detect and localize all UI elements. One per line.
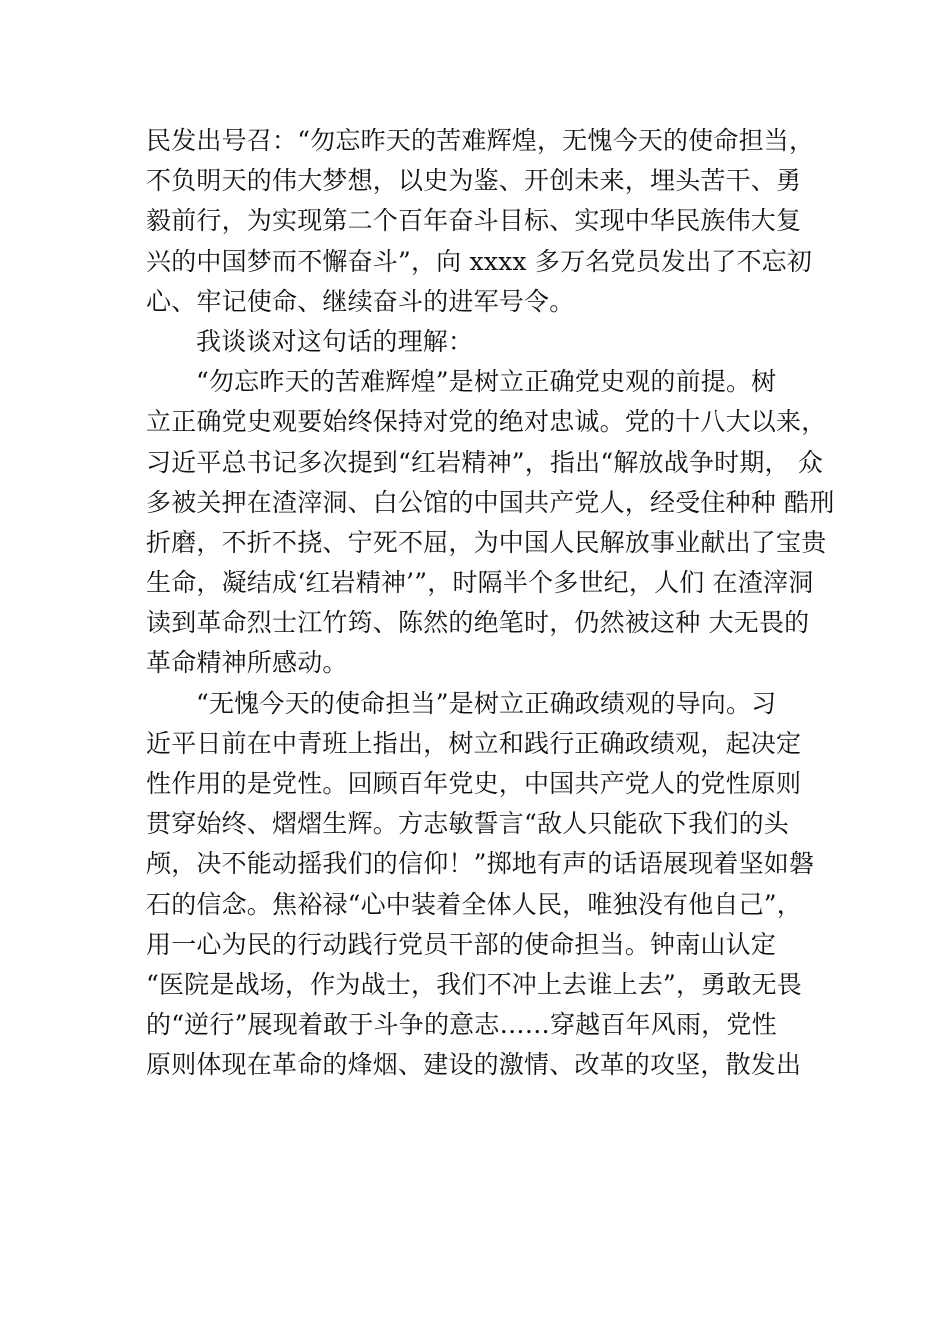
- text-line: 心、牢记使命、继续奋斗的进军号令。: [146, 286, 575, 316]
- text-line: 用一心为民的行动践行党员干部的使命担当。钟南山认定: [146, 929, 777, 959]
- text-line: 石的信念。焦裕禄“心中装着全体人民，唯独没有他自己”，: [146, 889, 802, 919]
- text-line: 民发出号召：“勿忘昨天的苦难辉煌，无愧今天的使命担当，: [146, 126, 815, 155]
- text-line: 贯穿始终、熠熠生辉。方志敏誓言“敌人只能砍下我们的头: [146, 809, 789, 839]
- text-line: 兴的中国梦而不懈奋斗”，向 xxxx 多万名党员发出了不忘初: [146, 246, 813, 276]
- text-line: 我谈谈对这句话的理解：: [196, 326, 474, 356]
- text-line: 折磨，不折不挠、宁死不屈，为中国人民解放事业献出了宝贵: [146, 527, 827, 557]
- text-line: 的“逆行”展现着敢于斗争的意志……穿越百年风雨，党性: [146, 1010, 777, 1040]
- text-line: 习近平总书记多次提到“红岩精神”，指出“解放战争时期， 众: [146, 447, 824, 477]
- text-line: “无愧今天的使命担当”是树立正确政绩观的导向。习: [196, 688, 777, 718]
- body-text: [146, 121, 836, 1086]
- text-line: 立正确党史观要始终保持对党的绝对忠诚。党的十八大以来，: [146, 407, 827, 437]
- text-line: 原则体现在革命的烽烟、建设的激情、改革的攻坚，散发出: [146, 1050, 802, 1080]
- text-line: “医院是战场，作为战士，我们不冲上去谁上去”，勇敢无畏: [146, 969, 802, 999]
- text-line: 不负明天的伟大梦想，以史为鉴、开创未来，埋头苦干、勇: [146, 166, 802, 196]
- text-line: 读到革命烈士江竹筠、陈然的绝笔时，仍然被这种 大无畏的: [146, 608, 810, 638]
- text-line: 性作用的是党性。回顾百年党史，中国共产党人的党性原则: [146, 769, 802, 798]
- text-line: 多被关押在渣滓洞、白公馆的中国共产党人，经受住种种 酷刑: [146, 487, 835, 517]
- text-line: “勿忘昨天的苦难辉煌”是树立正确党史观的前提。树: [196, 367, 777, 397]
- text-line: 毅前行，为实现第二个百年奋斗目标、实现中华民族伟大复: [146, 206, 802, 236]
- text-line: 颅，决不能动摇我们的信仰！”掷地有声的话语展现着坚如磐: [146, 849, 815, 879]
- text-line: 革命精神所感动。: [146, 648, 348, 678]
- text-line: 生命，凝结成‘红岩精神’”，时隔半个多世纪，人们 在渣滓洞: [146, 568, 814, 598]
- text-line: 近平日前在中青班上指出，树立和践行正确政绩观，起决定: [146, 728, 802, 758]
